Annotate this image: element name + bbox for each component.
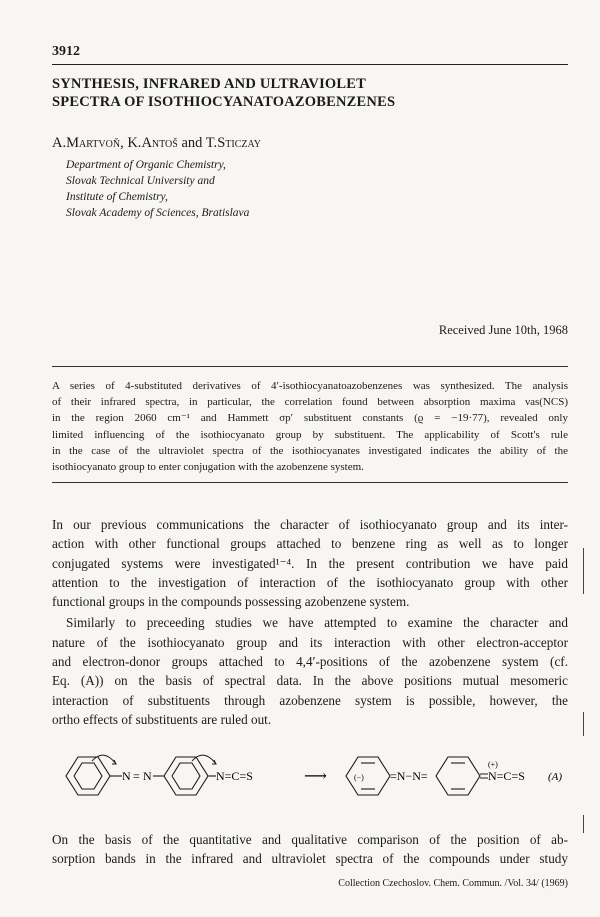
paragraph-3-line: On the basis of the quantitative and qualitative comparison of the position of ab-	[52, 832, 568, 847]
paragraph-3	[52, 830, 568, 869]
paragraph-1-line: conjugated systems were investigated¹⁻⁴. In the present contribution we have paid	[52, 555, 568, 571]
paragraph-3-line: sorption bands in the infrared and ultraviolet spectra of the compounds under study	[52, 851, 568, 867]
abstract-bottom-rule	[52, 482, 568, 483]
abstract-line: in the case of the ultraviolet spectra of the isothiocyanates investigated indicates the ability of the	[52, 444, 568, 457]
header-rule	[52, 64, 568, 65]
author-2-name: Antoš	[141, 135, 178, 151]
affiliation-line: Slovak Academy of Sciences, Bratislava	[66, 207, 250, 219]
left-n2: N	[143, 769, 152, 783]
left-n1: N	[122, 769, 131, 783]
right-ncs: N=C=S	[488, 769, 525, 783]
left-ncs: N=C=S	[216, 769, 253, 783]
affiliation-line: Department of Organic Chemistry,	[66, 159, 226, 171]
equation-label: (A)	[548, 771, 563, 783]
paragraph-2-line: interaction of substituents through azobenzene system is possible, however, the	[52, 692, 568, 708]
affiliation	[66, 157, 249, 221]
paragraph-2-line: ortho effects of substituents are ruled out.	[52, 711, 272, 727]
abstract	[52, 378, 568, 475]
abstract-line: in the region 2060 cm⁻¹ and Hammett σp′ substituent constants (ϱ = −19·77), revealed only	[52, 412, 568, 425]
abstract-line: isothiocyanato group to enter conjugation with the azobenzene system.	[52, 461, 364, 474]
abstract-line: A series of 4-substituted derivatives of 4′-isothiocyanatoazobenzenes was synthesized. The analysis	[52, 380, 568, 392]
paragraph-1-line: functional groups in the compounds possessing azobenzene system.	[52, 594, 410, 610]
author-2-initial: K.	[127, 135, 142, 151]
title-line-1: SYNTHESIS, INFRARED AND ULTRAVIOLET	[52, 76, 367, 92]
affiliation-line: Slovak Technical University and	[66, 175, 215, 187]
abstract-line: limited influencing of the isothiocyanato group by substituent. The applicability of Scott's rule	[52, 428, 568, 441]
author-list	[52, 135, 261, 152]
margin-mark	[583, 712, 584, 736]
received-date: Received June 10th, 1968	[438, 323, 568, 337]
right-azo: =N−N=	[390, 769, 428, 783]
left-benzene-ring	[66, 757, 110, 795]
paragraph-2-line: Similarly to preceeding studies we have attempted to examine the character and	[66, 615, 568, 631]
left-double-bond: =	[133, 769, 140, 783]
positive-charge: (+)	[488, 760, 498, 769]
paragraph-2-line: Eq. (A)) on the basis of spectral data. In the above positions mutual mesomeric	[52, 673, 568, 689]
paragraph-1-line: action with other functional groups attached to benzene ring as well as to longer	[52, 536, 568, 552]
author-separator-1: ,	[120, 135, 128, 151]
author-1-name: Martvoň	[66, 135, 121, 151]
quinoid-ring-left	[346, 757, 390, 795]
article-title	[52, 75, 572, 111]
title-line-2: SPECTRA OF ISOTHIOCYANATOAZOBENZENES	[52, 94, 396, 110]
author-1-initial: A.	[52, 135, 67, 151]
paragraph-2-line: and electron-donor groups attached to 4,4′-positions of the azobenzene system (cf.	[52, 654, 568, 670]
middle-benzene-ring	[164, 757, 208, 795]
negative-charge: (−)	[354, 773, 364, 782]
abstract-line: of their infrared spectra, in particular, the correlation found between absorption maxima νas(NCS)	[52, 396, 568, 409]
journal-footer: Collection Czechoslov. Chem. Commun. /Vol. 34/ (1969)	[338, 878, 568, 889]
paragraph-2-line: nature of the isothiocyanato group and its interaction with other electron-acceptor	[52, 634, 568, 650]
page-number: 3912	[52, 44, 80, 59]
author-separator-2: and	[177, 135, 206, 151]
abstract-top-rule	[52, 366, 568, 367]
paragraph-1-line: In our previous communications the character of isothiocyanato group and its inter-	[52, 517, 568, 532]
margin-mark	[583, 548, 584, 594]
affiliation-line: Institute of Chemistry,	[66, 191, 168, 203]
paragraph-1-line: attention to the investigation of interaction of the isothiocyanato group with other	[52, 574, 568, 590]
author-3-initial: T.	[205, 135, 218, 151]
reaction-arrow: ⟶	[304, 768, 327, 785]
author-3-name: Sticzay	[217, 135, 261, 151]
body-text	[52, 515, 568, 729]
margin-mark	[583, 815, 584, 833]
reaction-scheme	[52, 740, 568, 810]
quinoid-ring-right	[436, 757, 480, 795]
